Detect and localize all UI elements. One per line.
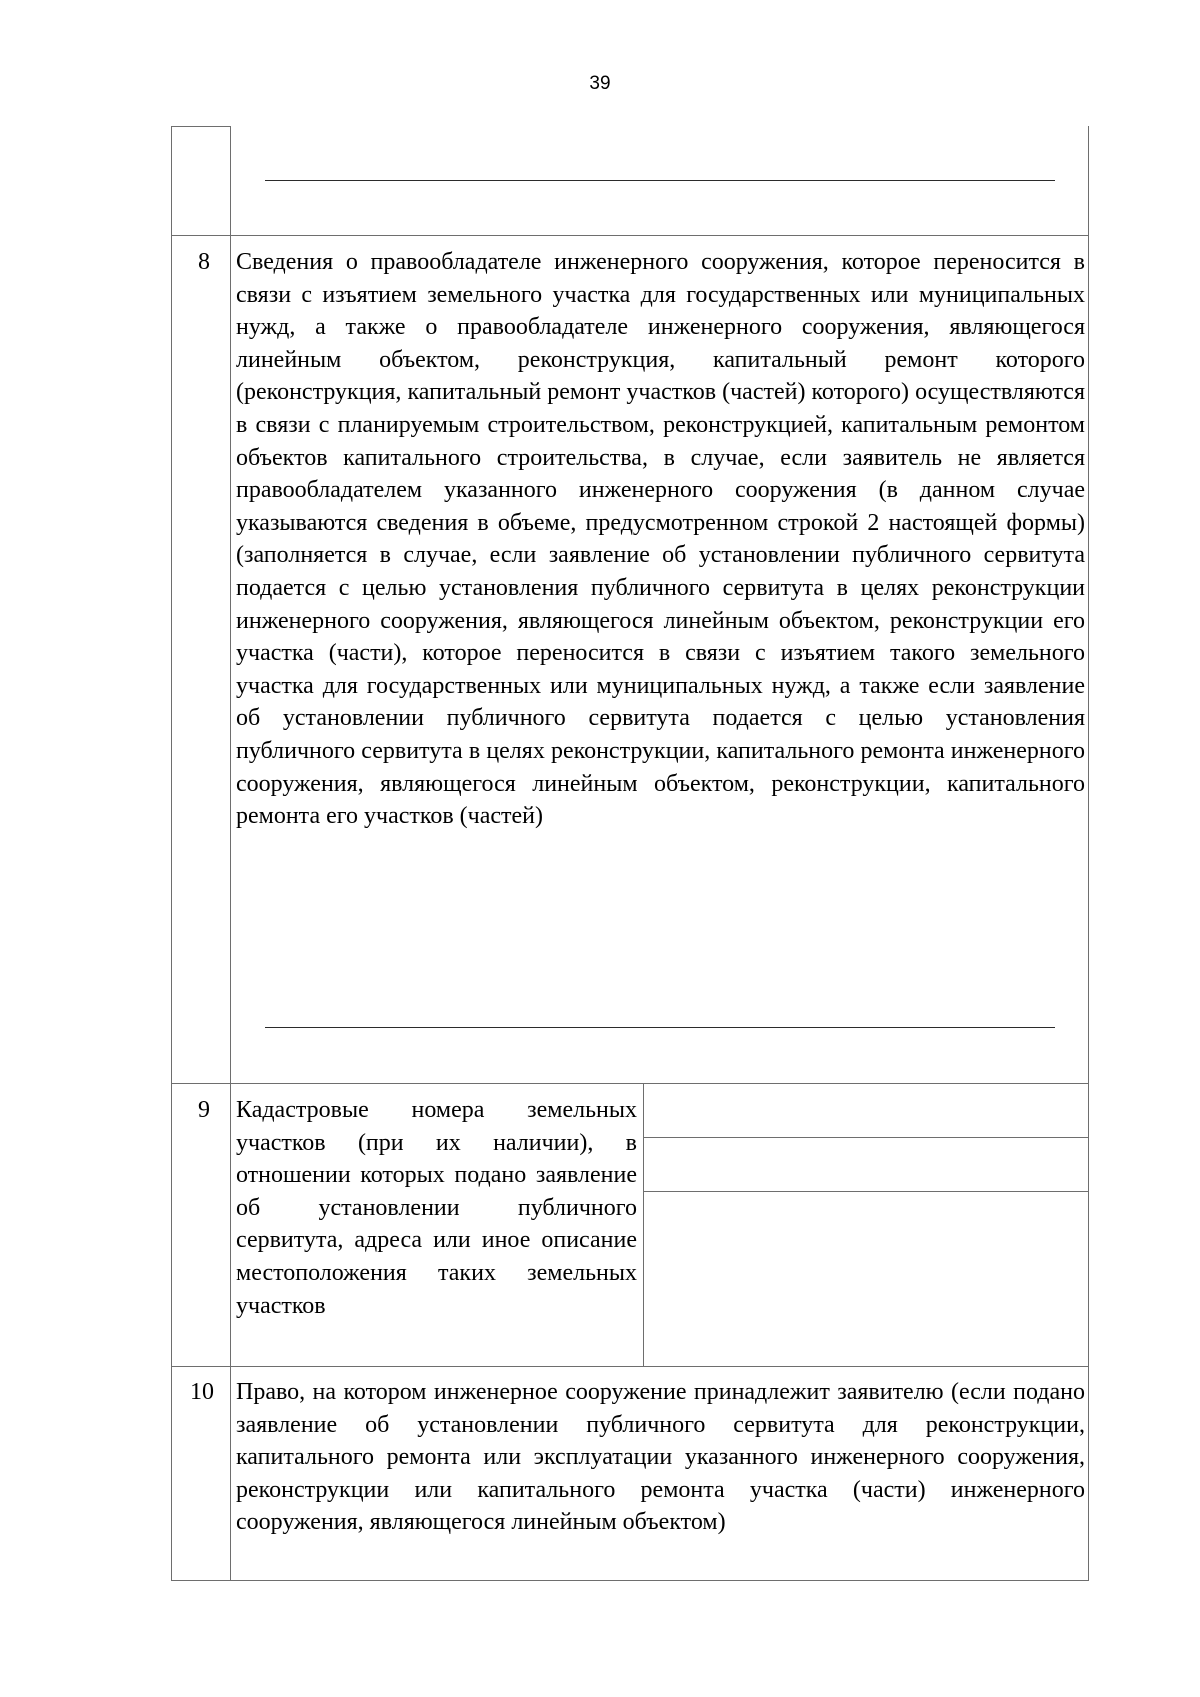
row-9-text: Кадастровые номера земельных участков (при их наличии), в отношении которых подано заявление об установлении публичного сервитута, адреса или иное описание местоположения таких земельных участков — [236, 1097, 637, 1319]
row-10-number: 10 — [190, 1379, 214, 1405]
table-right-border — [1088, 126, 1089, 1580]
row-9-value-line-2 — [643, 1191, 1089, 1192]
row-10-text: Право, на котором инженерное сооружение принадлежит заявителю (если подано заявление об установлении публичного сервитута для реконструкции, капитального ремонта или эксплуатации указанного инженерного сооружения, реконструкции или капитального ремонта участка (части) инженерного сооружения, являющегося линейным объектом) — [236, 1379, 1085, 1536]
row-7-fill-in-line[interactable] — [265, 180, 1055, 181]
page-number: 39 — [589, 73, 611, 94]
row-8-number: 8 — [198, 249, 210, 275]
number-cell-top-border — [171, 126, 231, 127]
table-left-border — [171, 126, 172, 1580]
row-10-top-border — [171, 1366, 1089, 1367]
row-9-top-border — [171, 1083, 1089, 1084]
table-bottom-border — [171, 1580, 1089, 1581]
number-column-divider — [230, 126, 231, 1580]
row-8-text: Сведения о правообладателе инженерного сооружения, которое переносится в связи с изъятием земельного участка для государственных или муниципальных нужд, а также о правообладателе инженерного сооружения, являющегося линейным объектом, реконструкция, капитальный ремонт которого (реконструкция, капитальный ремонт участков (частей) которого) осуществляются в связи с планируемым строительством, реконструкцией, капитальным ремонтом объектов капитального строительства, в случае, если заявитель не является правообладателем указанного инженерного сооружения (в данном случае указываются сведения в объеме, предусмотренном строкой 2 настоящей формы) (заполняется в случае, если заявление об установлении публичного сервитута подается с целью установления публичного сервитута в целях реконструкции инженерного сооружения, являющегося линейным объектом, реконструкции его участка (части), которое переносится в связи с изъятием такого земельного участка для государственных или муниципальных нужд, а также если заявление об установлении публичного сервитута подается с целью установления публичного сервитута в целях реконструкции, капитального ремонта инженерного сооружения, являющегося линейным объектом, реконструкции, капитального ремонта его участков (частей) — [236, 249, 1085, 830]
row-9-value-line-1 — [643, 1137, 1089, 1138]
row-9-number: 9 — [198, 1097, 210, 1123]
row-8-top-border — [171, 235, 1089, 236]
row-9-value-column-divider — [643, 1083, 644, 1366]
row-8-fill-in-line[interactable] — [265, 1027, 1055, 1028]
